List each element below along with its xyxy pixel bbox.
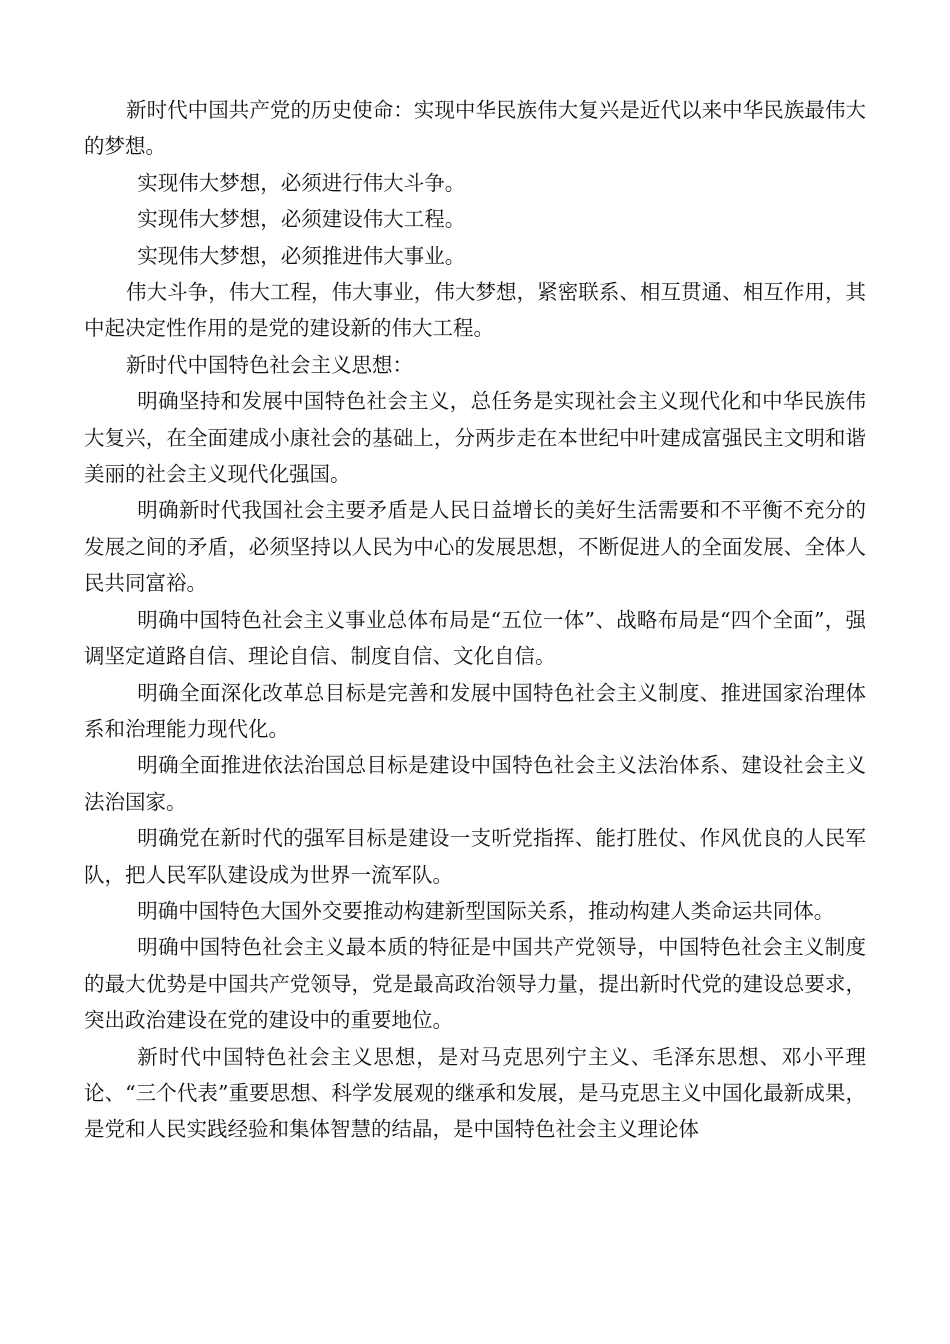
paragraph-thought-summary: 新时代中国特色社会主义思想，是对马克思列宁主义、毛泽东思想、邓小平理论、“三个代表”重要思想、科学发展观的继承和发展，是马克思主义中国化最新成果，是党和人民实践经验和集体智慧的结晶，是中国特色社会主义理论体 bbox=[84, 1044, 866, 1142]
paragraph-point-3: 明确中国特色社会主义事业总体布局是“五位一体”、战略布局是“四个全面”，强调坚定道路自信、理论自信、制度自信、文化自信。 bbox=[84, 607, 866, 669]
paragraph-point-1: 明确坚持和发展中国特色社会主义，总任务是实现社会主义现代化和中华民族伟大复兴，在全面建成小康社会的基础上，分两步走在本世纪中叶建成富强民主文明和谐美丽的社会主义现代化强国。 bbox=[84, 389, 866, 487]
paragraph-point-7: 明确中国特色大国外交要推动构建新型国际关系，推动构建人类命运共同体。 bbox=[137, 898, 835, 923]
paragraph-point-4: 明确全面深化改革总目标是完善和发展中国特色社会主义制度、推进国家治理体系和治理能力现代化。 bbox=[84, 680, 866, 741]
paragraph-historic-mission: 新时代中国共产党的历史使命：实现中华民族伟大复兴是近代以来中华民族最伟大的梦想。 bbox=[84, 98, 866, 159]
document-body bbox=[84, 92, 866, 1148]
paragraph-point-6: 明确党在新时代的强军目标是建设一支听党指挥、能打胜仗、作风优良的人民军队，把人民军队建设成为世界一流军队。 bbox=[84, 826, 866, 887]
paragraph-great-struggle: 实现伟大梦想，必须进行伟大斗争。 bbox=[137, 170, 466, 195]
paragraph-thought-heading: 新时代中国特色社会主义思想： bbox=[126, 352, 414, 377]
paragraph-point-5: 明确全面推进依法治国总目标是建设中国特色社会主义法治体系、建设社会主义法治国家。 bbox=[84, 753, 866, 814]
paragraph-great-project: 实现伟大梦想，必须建设伟大工程。 bbox=[137, 207, 466, 232]
paragraph-point-2: 明确新时代我国社会主要矛盾是人民日益增长的美好生活需要和不平衡不充分的发展之间的矛盾，必须坚持以人民为中心的发展思想，不断促进人的全面发展、全体人民共同富裕。 bbox=[84, 498, 866, 596]
paragraph-four-greats: 伟大斗争，伟大工程，伟大事业，伟大梦想，紧密联系、相互贯通、相互作用，其中起决定性作用的是党的建设新的伟大工程。 bbox=[84, 280, 866, 341]
paragraph-great-cause: 实现伟大梦想，必须推进伟大事业。 bbox=[137, 243, 466, 268]
paragraph-point-8: 明确中国特色社会主义最本质的特征是中国共产党领导，中国特色社会主义制度的最大优势是中国共产党领导，党是最高政治领导力量，提出新时代党的建设总要求，突出政治建设在党的建设中的重要地位。 bbox=[84, 935, 866, 1033]
